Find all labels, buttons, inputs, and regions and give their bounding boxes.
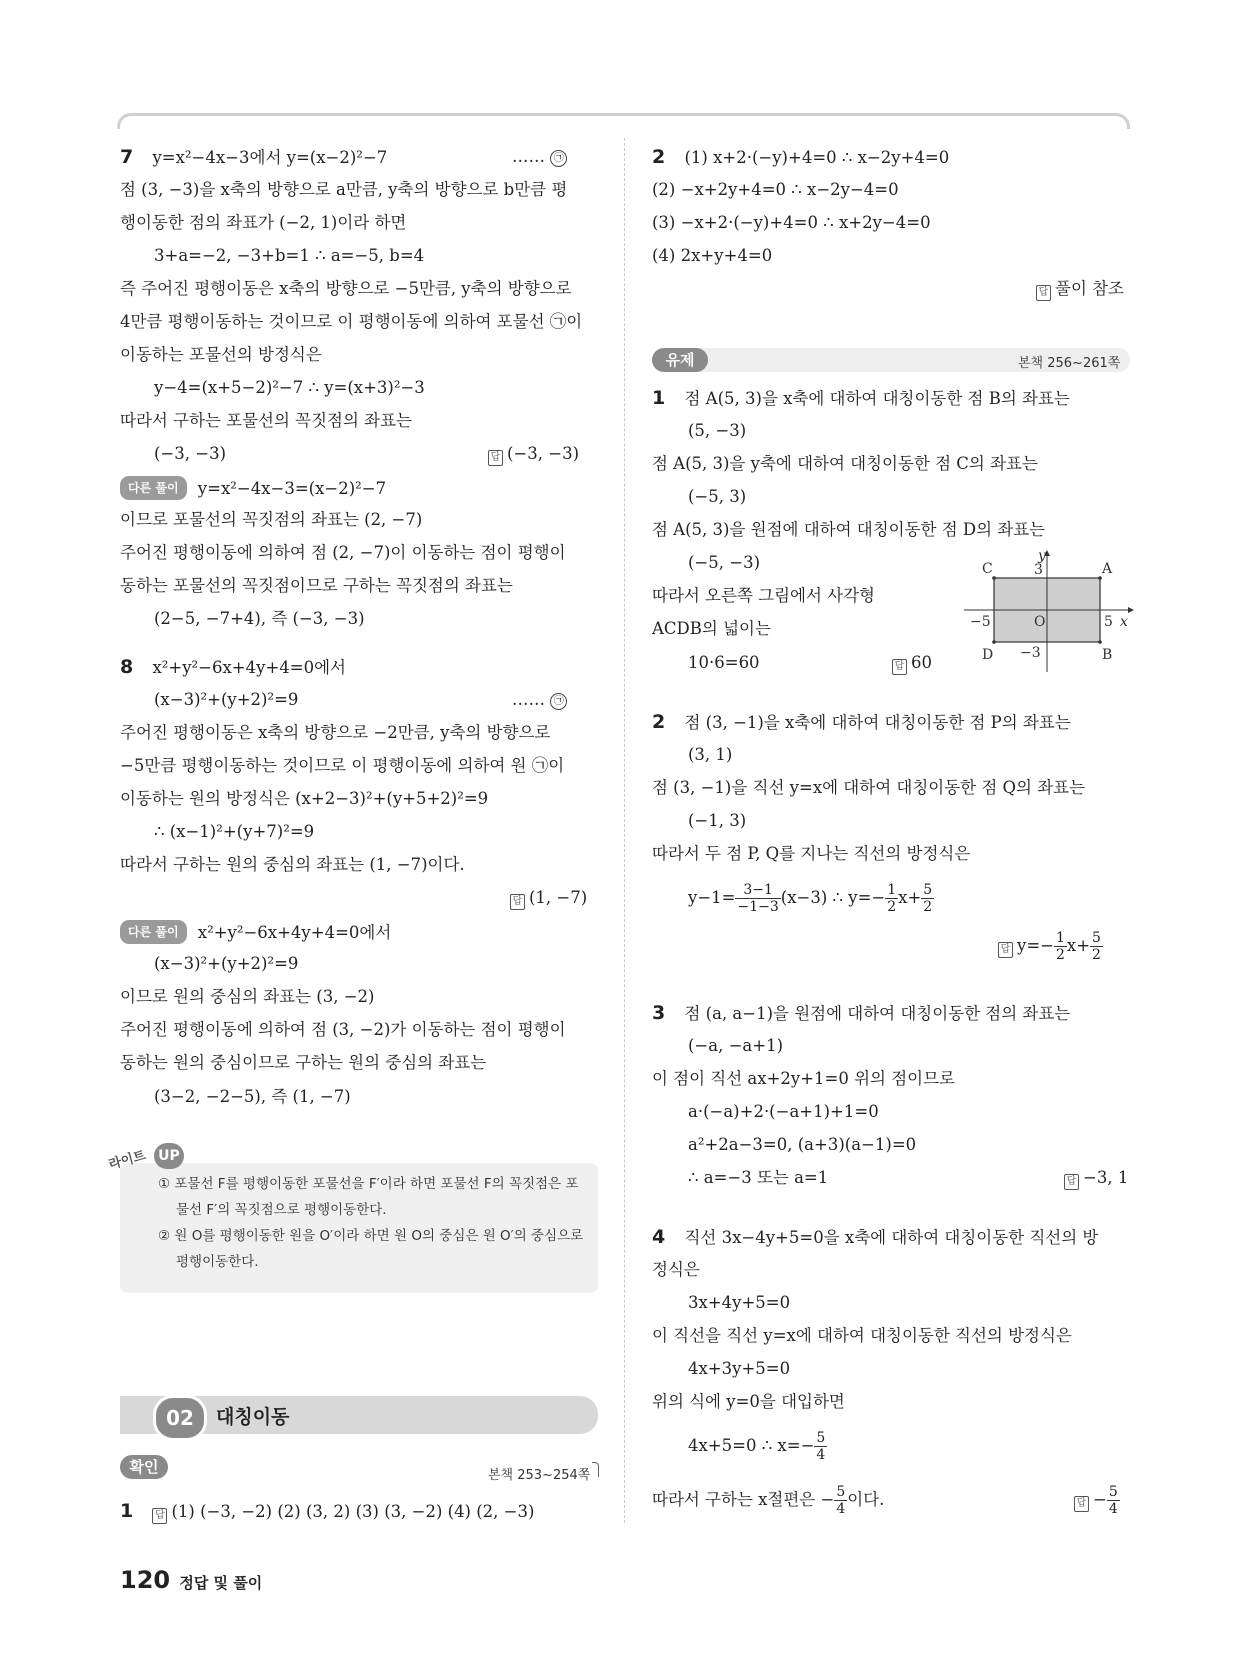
text-line: 이동하는 포물선의 방정식은 <box>120 345 322 364</box>
answer: 답 (−3, −3) <box>488 443 579 466</box>
rectangle-figure <box>958 548 1134 672</box>
answer-icon: 답 <box>152 1508 167 1524</box>
text-line: 따라서 구하는 x절편은 − $\frac{5}{4}$ 이다. <box>652 1484 885 1517</box>
column-divider <box>624 138 625 1523</box>
equation-line: (−1, 3) <box>688 811 747 830</box>
book-page-ref: 본책 253~254쪽 <box>488 1468 591 1483</box>
ellipsis-mark: …… <box>512 147 545 166</box>
equation-line: (5, −3) <box>688 421 747 440</box>
text-line: 이므로 원의 중심의 좌표는 (3, −2) <box>120 987 375 1006</box>
equation-line: 4x+3y+5=0 <box>688 1359 791 1378</box>
answer: 답 풀이 참조 <box>1036 278 1124 301</box>
equation-line: (−5, 3) <box>688 487 747 506</box>
text-line: 이므로 포물선의 꼭짓점의 좌표는 (2, −7) <box>120 510 423 529</box>
point-c <box>992 576 996 580</box>
text-line: 따라서 구하는 포물선의 꼭짓점의 좌표는 <box>120 411 412 430</box>
page-number: 120 <box>120 1566 171 1594</box>
equation-line: (1) x+2·(−y)+4=0 ∴ x−2y+4=0 <box>684 148 950 167</box>
text-line: 이 점이 직선 ax+2y+1=0 위의 점이므로 <box>652 1069 955 1088</box>
tip-line: 물선 F′의 꼭짓점으로 평행이동한다. <box>176 1202 387 1218</box>
problem-number: 2 <box>652 146 666 168</box>
answer-icon: 답 <box>998 942 1013 958</box>
equation-line: (3−2, −2−5), 즉 (1, −7) <box>154 1087 351 1106</box>
section-number: 02 <box>153 1395 207 1441</box>
label-d: D <box>982 647 994 663</box>
answer-icon: 답 <box>1036 285 1051 301</box>
section-title: 대칭이동 <box>216 1406 290 1428</box>
fraction: $\frac{3-1}{-1-3}$ <box>737 882 779 915</box>
tip-line: ① 포물선 F를 평행이동한 포물선을 F′이라 하면 포물선 F의 꼭짓점은 포 <box>158 1176 579 1192</box>
label-c: C <box>982 561 993 577</box>
text-line: 점 (3, −1)을 직선 y=x에 대하여 대칭이동한 점 Q의 좌표는 <box>652 778 1086 797</box>
label-origin: O <box>1034 614 1046 630</box>
ellipsis-mark: …… <box>512 690 545 709</box>
text-line: 즉 주어진 평행이동은 x축의 방향으로 −5만큼, y축의 방향으로 <box>120 279 572 298</box>
equation-line: (−5, −3) <box>688 553 761 572</box>
equation-line: (2) −x+2y+4=0 ∴ x−2y−4=0 <box>652 180 899 199</box>
text-line: 이동하는 원의 방정식은 (x+2−3)²+(y+5+2)²=9 <box>120 789 489 808</box>
equation-line: y−4=(x+5−2)²−7 ∴ y=(x+3)²−3 <box>154 378 425 397</box>
tick-3: 3 <box>1034 562 1043 578</box>
tip-line: 평행이동한다. <box>176 1254 259 1270</box>
tick-minus3: −3 <box>1020 645 1041 661</box>
text-line: −5만큼 평행이동하는 것이므로 이 평행이동에 의하여 원 ㉠이 <box>120 756 565 775</box>
answer: 답 −3, 1 <box>1064 1167 1128 1190</box>
equation-line: 3+a=−2, −3+b=1 ∴ a=−5, b=4 <box>154 246 425 265</box>
text-line: 따라서 구하는 원의 중심의 좌표는 (1, −7)이다. <box>120 855 465 874</box>
ref-bracket <box>592 1462 599 1477</box>
answer: 답 y=− $\frac{1}{2}$ x+ $\frac{5}{2}$ <box>998 928 1103 964</box>
tip-box <box>120 1163 598 1293</box>
equation-line: (3, 1) <box>688 745 733 764</box>
fraction: $\frac{5}{2}$ <box>1092 930 1101 963</box>
equation-line: (x−3)²+(y+2)²=9 <box>154 690 299 709</box>
text-line: 점 (3, −1)을 x축에 대하여 대칭이동한 점 P의 좌표는 <box>684 713 1071 732</box>
equation-line: 3x+4y+5=0 <box>688 1293 791 1312</box>
tip-line: ② 원 O를 평행이동한 원을 O′이라 하면 원 O의 중심은 원 O′의 중심으로 <box>158 1228 584 1244</box>
problem-number: 4 <box>652 1226 666 1248</box>
equation-line: (x−3)²+(y+2)²=9 <box>154 954 299 973</box>
text-line: 동하는 포물선의 꼭짓점이므로 구하는 꼭짓점의 좌표는 <box>120 576 513 595</box>
problem-1 <box>120 1500 534 1524</box>
problem-number: 8 <box>120 656 134 678</box>
practice-badge: 유제 <box>652 348 708 372</box>
text-line: 위의 식에 y=0을 대입하면 <box>652 1392 845 1411</box>
text-line: 행이동한 점의 좌표가 (−2, 1)이라 하면 <box>120 213 407 232</box>
answer: 답 − $\frac{5}{4}$ <box>1074 1482 1120 1518</box>
text-line: 주어진 평행이동은 x축의 방향으로 −2만큼, y축의 방향으로 <box>120 723 551 742</box>
equation-line: 10·6=60 <box>688 653 760 672</box>
tip-badge: 라이트 UP <box>108 1143 190 1173</box>
text-line: 이 직선을 직선 y=x에 대하여 대칭이동한 직선의 방정식은 <box>652 1326 1072 1345</box>
text-line: 점 (a, a−1)을 원점에 대하여 대칭이동한 점의 좌표는 <box>684 1004 1071 1023</box>
equation-line: 4x+5=0 ∴ x=− $\frac{5}{4}$ <box>688 1430 826 1463</box>
equation-line: (4) 2x+y+4=0 <box>652 246 773 265</box>
equation-line: (−a, −a+1) <box>688 1036 784 1055</box>
text-line: 4만큼 평행이동하는 것이므로 이 평행이동에 의하여 포물선 ㉠이 <box>120 312 583 331</box>
equation-line: a²+2a−3=0, (a+3)(a−1)=0 <box>688 1135 917 1154</box>
equation-line: ∴ (x−1)²+(y+7)²=9 <box>154 822 315 841</box>
equation-circle-label: ㉠ <box>550 150 567 167</box>
point-b <box>1098 640 1102 644</box>
problem-number: 7 <box>120 146 134 168</box>
equation-line: y=x²−4x−3=(x−2)²−7 <box>197 479 387 498</box>
fraction: $\frac{5}{4}$ <box>816 1430 826 1463</box>
equation-line: x²+y²−6x+4y+4=0에서 <box>152 658 346 677</box>
check-badge: 확인 <box>120 1455 168 1479</box>
text-line: 점 A(5, 3)을 원점에 대하여 대칭이동한 점 D의 좌표는 <box>652 520 1046 539</box>
alt-solution-badge: 다른 풀이 <box>120 920 187 944</box>
answer-icon: 답 <box>510 894 525 910</box>
problem-number: 1 <box>120 1500 134 1522</box>
text-line: 정식은 <box>652 1260 700 1279</box>
answer-icon: 답 <box>1064 1174 1079 1190</box>
text-line: 점 A(5, 3)을 x축에 대하여 대칭이동한 점 B의 좌표는 <box>684 389 1070 408</box>
problem-number: 3 <box>652 1002 666 1024</box>
equation-line: (−3, −3) <box>154 444 227 463</box>
problem-number: 1 <box>652 387 666 409</box>
fraction: $\frac{5}{4}$ <box>1108 1484 1118 1517</box>
text-line: y=x²−4x−3에서 y=(x−2)²−7 <box>152 148 388 167</box>
equation-line: a·(−a)+2·(−a+1)+1=0 <box>688 1102 879 1121</box>
tick-minus5: −5 <box>970 614 991 630</box>
label-x: x <box>1120 614 1128 630</box>
x-axis-arrow <box>1128 607 1134 613</box>
text-line: 따라서 오른쪽 그림에서 사각형 <box>652 586 875 605</box>
label-y: y <box>1038 548 1046 564</box>
book-page-ref: 본책 256~261쪽 <box>1018 356 1121 371</box>
top-border <box>117 113 1130 129</box>
answer-icon: 답 <box>1074 1496 1089 1512</box>
answer: 답 60 <box>892 652 932 675</box>
text-line: 따라서 두 점 P, Q를 지나는 직선의 방정식은 <box>652 844 971 863</box>
page-footer <box>120 1566 262 1594</box>
text-line: 점 (3, −3)을 x축의 방향으로 a만큼, y축의 방향으로 b만큼 평 <box>120 180 568 199</box>
label-a: A <box>1102 561 1113 577</box>
text-line: 주어진 평행이동에 의하여 점 (2, −7)이 이동하는 점이 평행이 <box>120 543 566 562</box>
equation-line: (3) −x+2·(−y)+4=0 ∴ x+2y−4=0 <box>652 213 931 232</box>
fraction: $\frac{5}{2}$ <box>923 882 933 915</box>
equation-line: ∴ a=−3 또는 a=1 <box>688 1168 829 1187</box>
text-line: ACDB의 넓이는 <box>652 619 771 638</box>
fraction: $\frac{1}{2}$ <box>887 882 897 915</box>
answer-icon: 답 <box>892 659 907 675</box>
problem-number: 2 <box>652 711 666 733</box>
equation-line: (2−5, −7+4), 즉 (−3, −3) <box>154 609 365 628</box>
text-line: 주어진 평행이동에 의하여 점 (3, −2)가 이동하는 점이 평행이 <box>120 1020 566 1039</box>
answer: (1) (−3, −2) (2) (3, 2) (3) (3, −2) (4) (2, −3) <box>171 1502 535 1521</box>
text-line: 동하는 원의 중심이므로 구하는 원의 중심의 좌표는 <box>120 1053 487 1072</box>
tick-5: 5 <box>1104 614 1113 630</box>
label-b: B <box>1102 647 1113 663</box>
alt-solution-badge: 다른 풀이 <box>120 476 187 500</box>
equation-line: x²+y²−6x+4y+4=0에서 <box>197 923 392 942</box>
footer-title: 정답 및 풀이 <box>179 1574 263 1592</box>
equation-line: y−1= $\frac{3-1}{-1-3}$ (x−3) ∴ y=− $\frac{1}{2}$ x+ $\frac{5}{2}$ <box>688 882 933 915</box>
answer: 답 (1, −7) <box>510 887 587 910</box>
equation-circle-label: ㉠ <box>550 693 567 710</box>
fraction: $\frac{5}{4}$ <box>836 1484 846 1517</box>
text-line: 직선 3x−4y+5=0을 x축에 대하여 대칭이동한 직선의 방 <box>684 1228 1099 1247</box>
answer-icon: 답 <box>488 450 503 466</box>
point-d <box>992 640 996 644</box>
text-line: 점 A(5, 3)을 y축에 대하여 대칭이동한 점 C의 좌표는 <box>652 454 1038 473</box>
fraction: $\frac{1}{2}$ <box>1055 930 1065 963</box>
